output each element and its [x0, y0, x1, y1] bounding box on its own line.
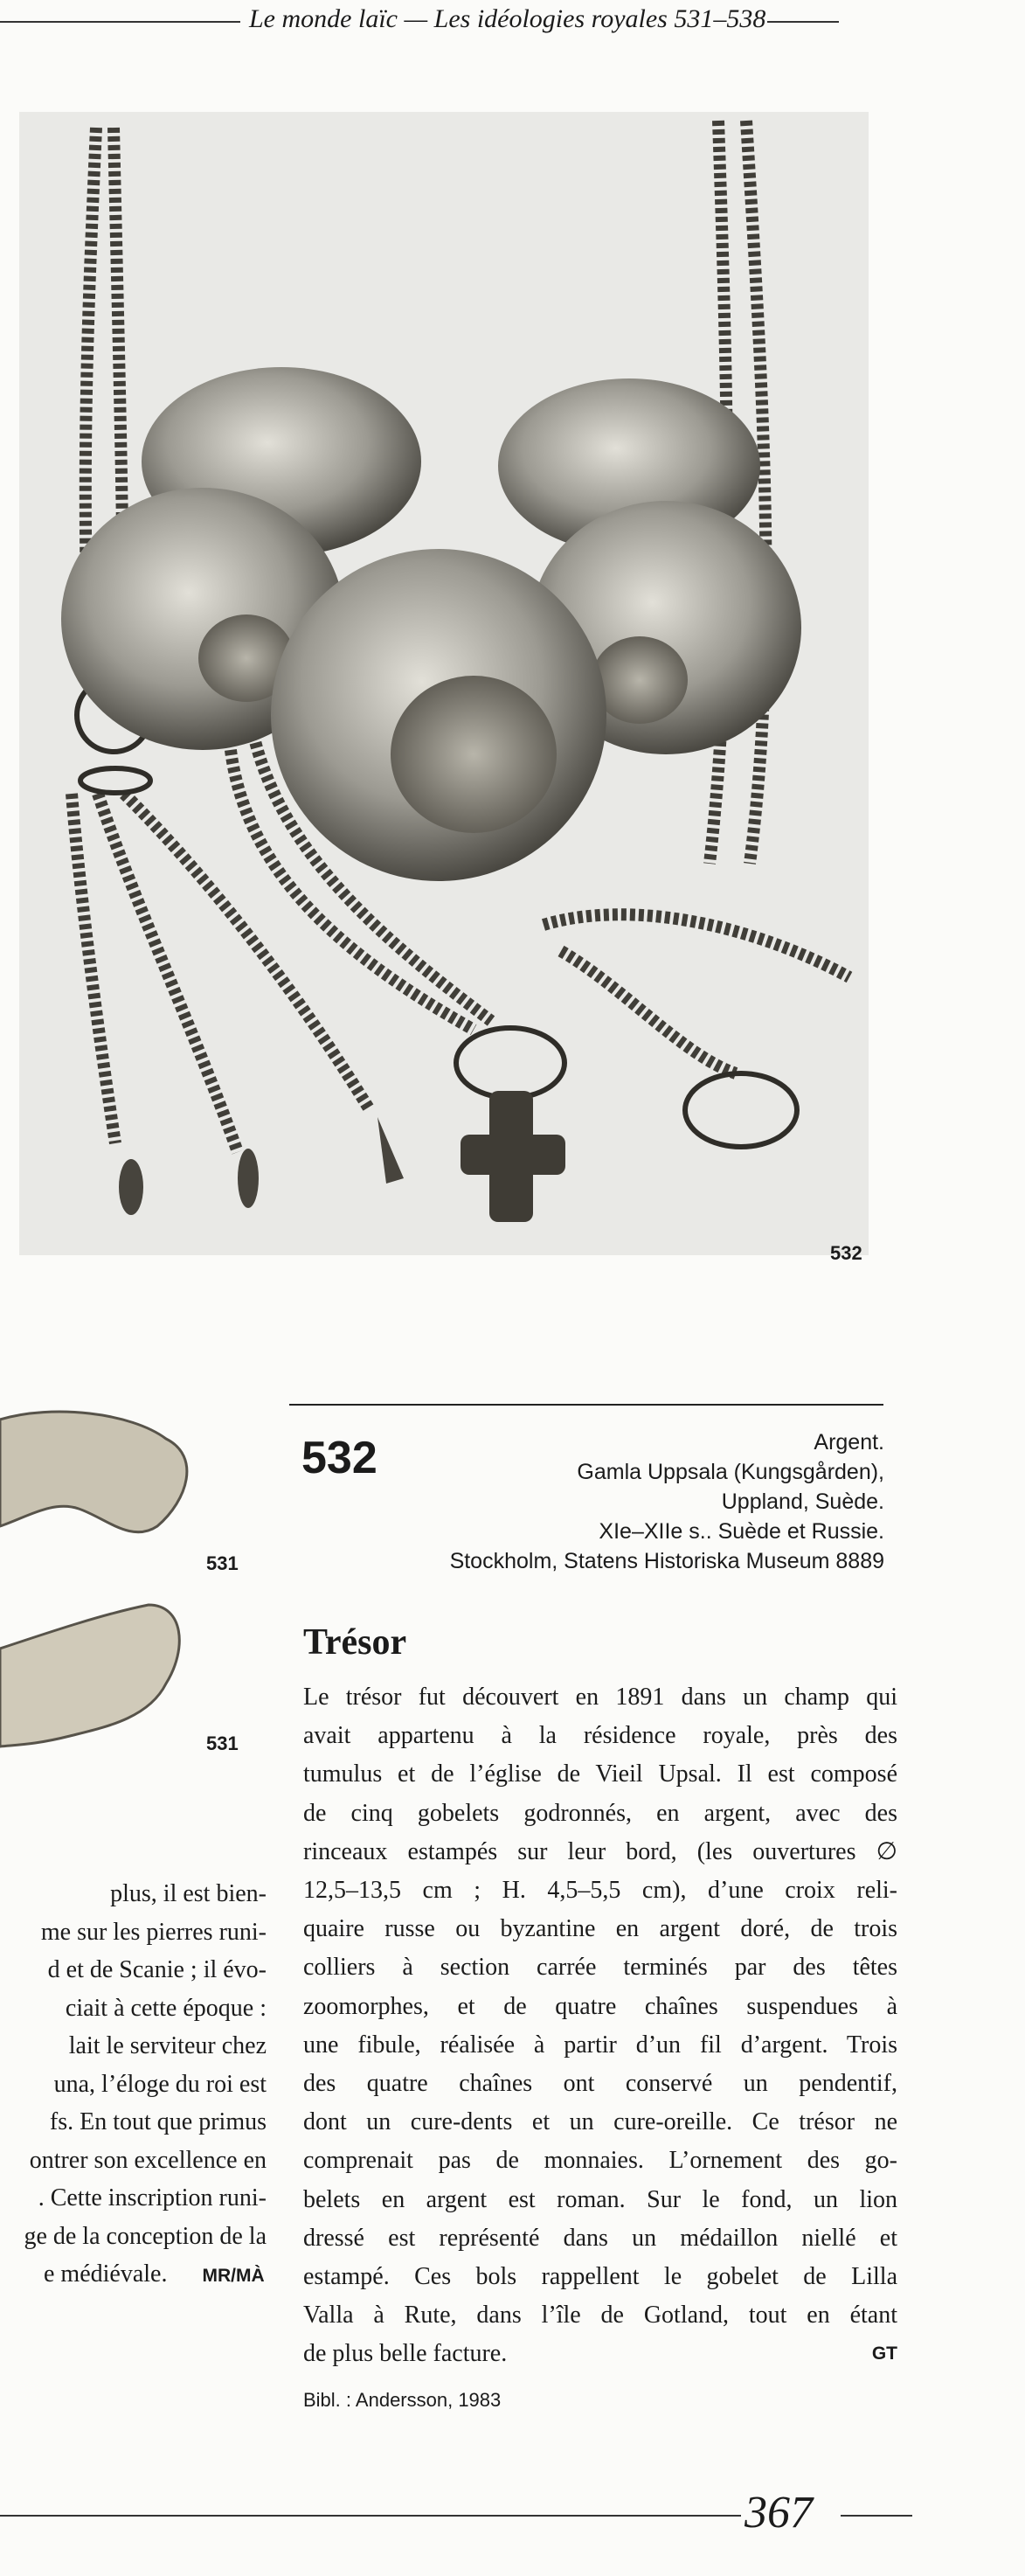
bone-photo [0, 1386, 201, 1771]
body-line: tumulus et de l’église de Vieil Upsal. Il est composé [303, 1760, 897, 1788]
body-line: une fibule, réalisée à partir d’un fil d’argent. Trois [303, 2031, 897, 2059]
body-line: zoomorphes, et de quatre chaînes suspendues à [303, 1992, 897, 2020]
body-line: quaire russe ou byzantine en argent doré, de trois [303, 1915, 897, 1943]
body-line: de cinq gobelets godronnés, en argent, avec des [303, 1799, 897, 1827]
body-line: des quatre chaînes ont conservé un pendentif, [303, 2070, 897, 2098]
entry-rule [289, 1404, 883, 1406]
body-line: Le trésor fut découvert en 1891 dans un champ qui [303, 1684, 897, 1711]
body-line: belets en argent est roman. Sur le fond, un lion [303, 2185, 897, 2213]
body-line: colliers à section carrée terminés par des têtes [303, 1954, 897, 1982]
entry-collection: Stockholm, Statens Historiska Museum 8889 [449, 1549, 884, 1573]
body-line: comprenait pas de monnaies. L’ornement des go- [303, 2147, 897, 2175]
entry-title: Trésor [303, 1622, 407, 1663]
left-line: ge de la conception de la [24, 2222, 267, 2250]
bone-object [0, 1605, 179, 1746]
entry-signature: GT [871, 2343, 897, 2364]
body-line: estampé. Ces bols rappellent le gobelet de Lilla [303, 2263, 897, 2291]
entry-place-line1: Gamla Uppsala (Kungsgården), [577, 1460, 884, 1484]
treasure-photo [19, 112, 869, 1255]
left-signature: MR/MÀ [202, 2266, 265, 2286]
left-line [0, 2255, 267, 2295]
left-line: lait le serviteur chez [68, 2032, 267, 2059]
left-line: . Cette inscription runi- [38, 2184, 267, 2211]
body-line: rinceaux estampés sur leur bord, (les ouvertures ∅ [303, 1837, 897, 1865]
body-line: dont un cure-dents et un cure-oreille. Ce trésor ne [303, 2108, 897, 2136]
header-rule-right [767, 21, 839, 23]
footer-rule-right [841, 2515, 912, 2517]
body-line-text: de plus belle facture. [303, 2340, 508, 2368]
left-line: una, l’éloge du roi est [53, 2070, 267, 2098]
left-line-text: e médiévale. [44, 2260, 168, 2288]
body-line: avait appartenu à la résidence royale, près des [303, 1722, 897, 1750]
left-line: plus, il est bien- [110, 1880, 267, 1907]
entry-date-origin: XIe–XIIe s.. Suède et Russie. [599, 1519, 884, 1544]
body-line: dressé est représenté dans un médaillon niellé et [303, 2224, 897, 2252]
figure-label-531: 531 [206, 1552, 239, 1574]
figure-label-531: 531 [206, 1732, 239, 1754]
left-column-text [0, 1875, 267, 2295]
left-line: me sur les pierres runi- [40, 1918, 267, 1946]
footer-rule-left [0, 2515, 741, 2517]
left-line: d et de Scanie ; il évo- [47, 1956, 267, 1983]
header-rule-left [0, 21, 240, 23]
bone-object [0, 1412, 187, 1532]
running-title: Le monde laïc — Les idéologies royales 531–538 [249, 4, 766, 33]
entry-body [303, 1678, 897, 2374]
body-line [303, 2335, 897, 2373]
bibliography: Bibl. : Andersson, 1983 [303, 2389, 502, 2411]
figure-label-532: 532 [830, 1242, 862, 1264]
left-line: ontrer son excellence en [29, 2146, 267, 2174]
left-line: ciait à cette époque : [65, 1994, 267, 2022]
body-line: 12,5–13,5 cm ; H. 4,5–5,5 cm), d’une croix reli- [303, 1877, 897, 1905]
left-line: fs. En tout que primus [49, 2108, 267, 2135]
entry-material: Argent. [814, 1430, 884, 1455]
entry-number: 532 [301, 1433, 377, 1483]
body-line: Valla à Rute, dans l’île de Gotland, tout en étant [303, 2302, 897, 2330]
page-number: 367 [745, 2488, 813, 2538]
entry-place-line2: Uppland, Suède. [721, 1489, 884, 1514]
